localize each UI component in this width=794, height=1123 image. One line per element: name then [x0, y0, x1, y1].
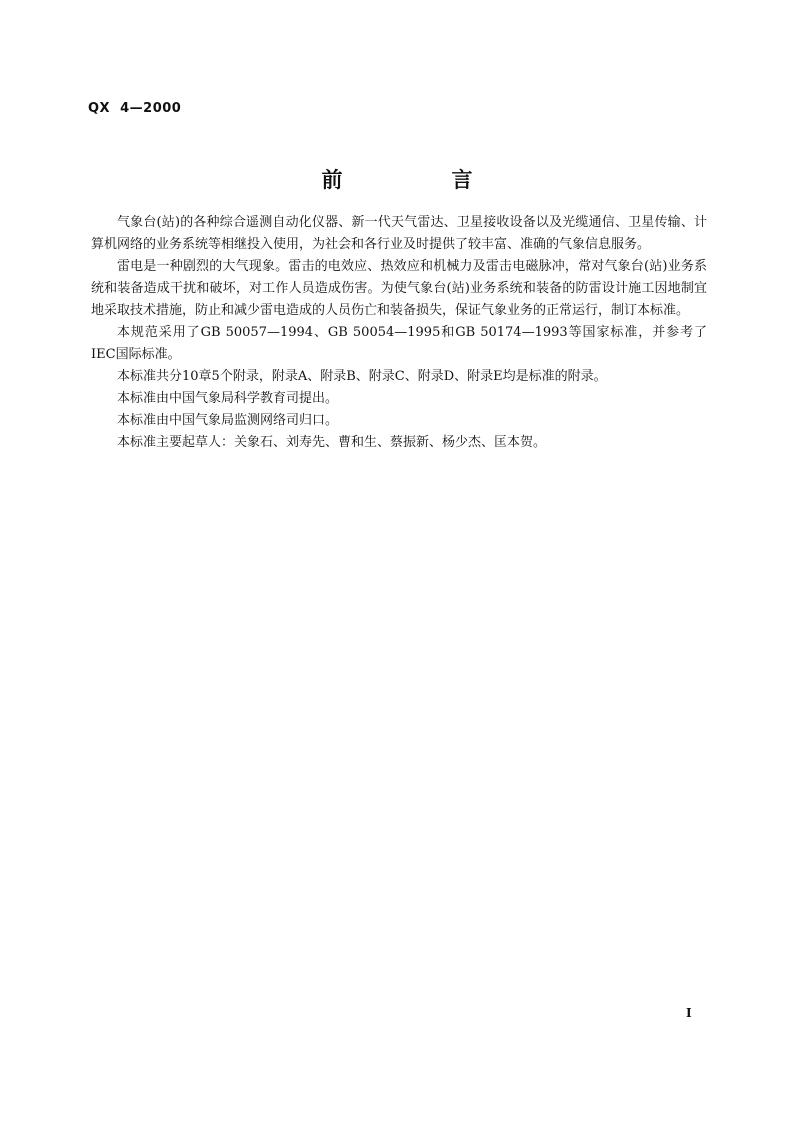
- page-number: I: [686, 1006, 692, 1020]
- paragraph-references: 本规范采用了GB 50057—1994、GB 50054—1995和GB 50174—1993等国家标准，并参考了IEC国际标准。: [91, 325, 707, 362]
- paragraph-intro: 气象台(站)的各种综合遥测自动化仪器、新一代天气雷达、卫星接收设备以及光缆通信、卫星传输、计算机网络的业务系统等相继投入使用，为社会和各行业及时提供了较丰富、准确的气象信息服务。: [91, 215, 707, 252]
- paragraph-drafters: 本标准主要起草人：关象石、刘寿先、曹和生、蔡振新、杨少杰、匡本贺。: [117, 435, 547, 450]
- paragraph-proposed-by: 本标准由中国气象局科学教育司提出。: [117, 391, 339, 406]
- preface-title: 前 言: [321, 168, 517, 192]
- preface-body: [91, 212, 707, 454]
- paragraph-lightning: 雷电是一种剧烈的大气现象。雷击的电效应、热效应和机械力及雷击电磁脉冲，常对气象台(站)业务系统和装备造成干扰和破坏，对工作人员造成伤害。为使气象台(站)业务系统和装备的防雷设计施工因地制宜地采取技术措施，防止和减少雷电造成的人员伤亡和装备损失，保证气象业务的正常运行，制订本标准。: [91, 259, 707, 318]
- standard-code: QX 4—2000: [88, 101, 182, 116]
- paragraph-managed-by: 本标准由中国气象局监测网络司归口。: [117, 413, 339, 428]
- paragraph-structure: 本标准共分10章5个附录，附录A、附录B、附录C、附录D、附录E均是标准的附录。: [117, 369, 607, 384]
